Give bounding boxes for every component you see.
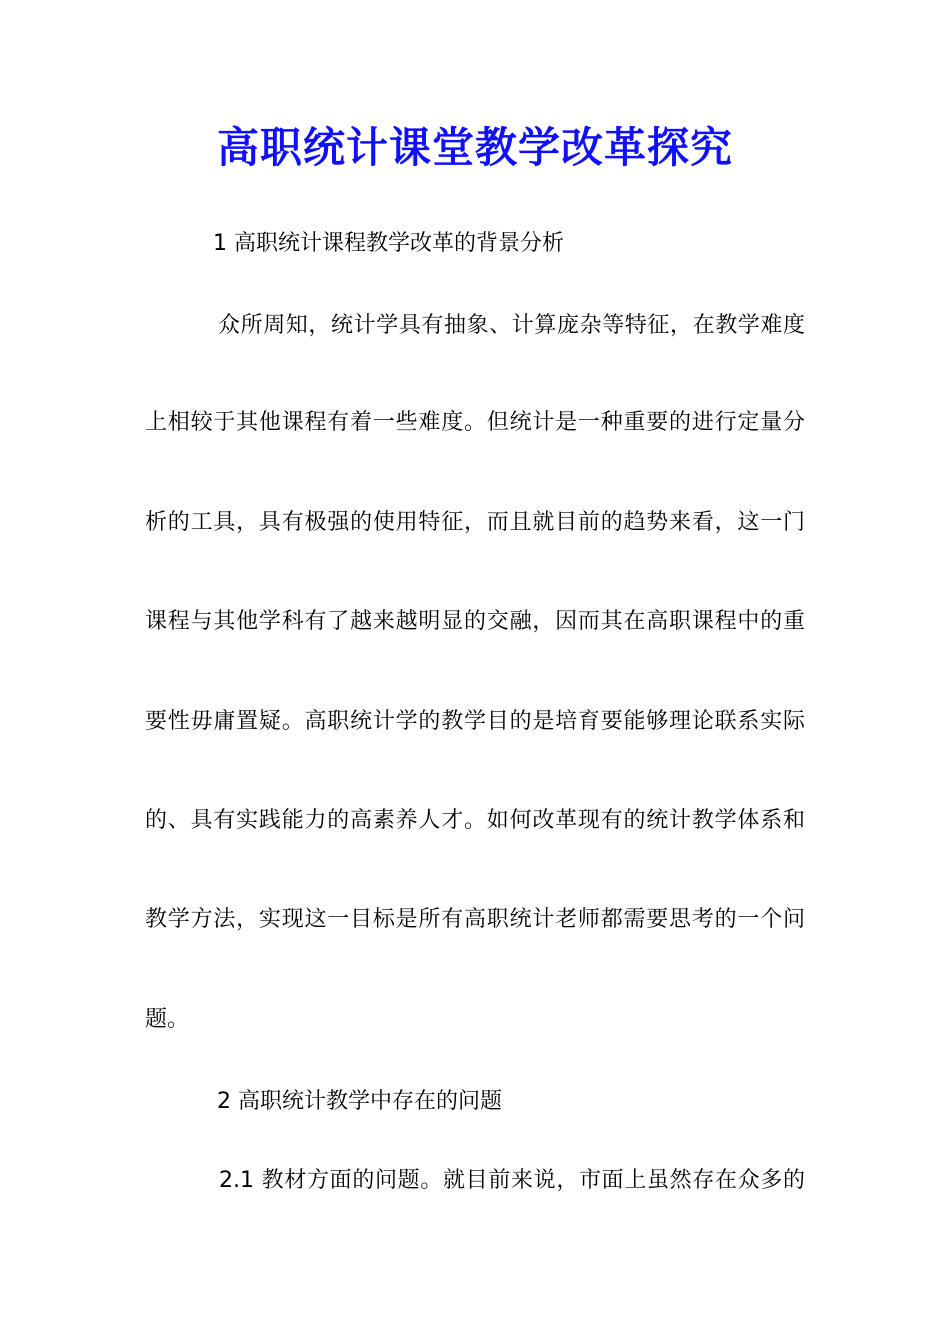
paragraph-line: 要性毋庸置疑。高职统计学的教学目的是培育要能够理论联系实际 bbox=[145, 709, 805, 734]
section-heading-2: 2 高职统计教学中存在的问题 bbox=[217, 1089, 502, 1114]
paragraph-line: 2.1 教材方面的问题。就目前来说，市面上虽然存在众多的 bbox=[219, 1168, 805, 1193]
paragraph-line: 的、具有实践能力的高素养人才。如何改革现有的统计教学体系和 bbox=[145, 808, 805, 833]
paragraph-line: 众所周知，统计学具有抽象、计算庞杂等特征，在教学难度 bbox=[218, 313, 805, 338]
document-title: 高职统计课堂教学改革探究 bbox=[216, 123, 733, 172]
paragraph-line: 上相较于其他课程有着一些难度。但统计是一种重要的进行定量分 bbox=[145, 410, 805, 435]
paragraph-line: 析的工具，具有极强的使用特征，而且就目前的趋势来看，这一门 bbox=[145, 510, 805, 535]
paragraph-line: 教学方法，实现这一目标是所有高职统计老师都需要思考的一个问 bbox=[145, 907, 805, 932]
section-heading-1: 1 高职统计课程教学改革的背景分析 bbox=[213, 231, 564, 256]
paragraph-line: 课程与其他学科有了越来越明显的交融，因而其在高职课程中的重 bbox=[145, 609, 805, 634]
paragraph-line: 题。 bbox=[145, 1007, 190, 1032]
